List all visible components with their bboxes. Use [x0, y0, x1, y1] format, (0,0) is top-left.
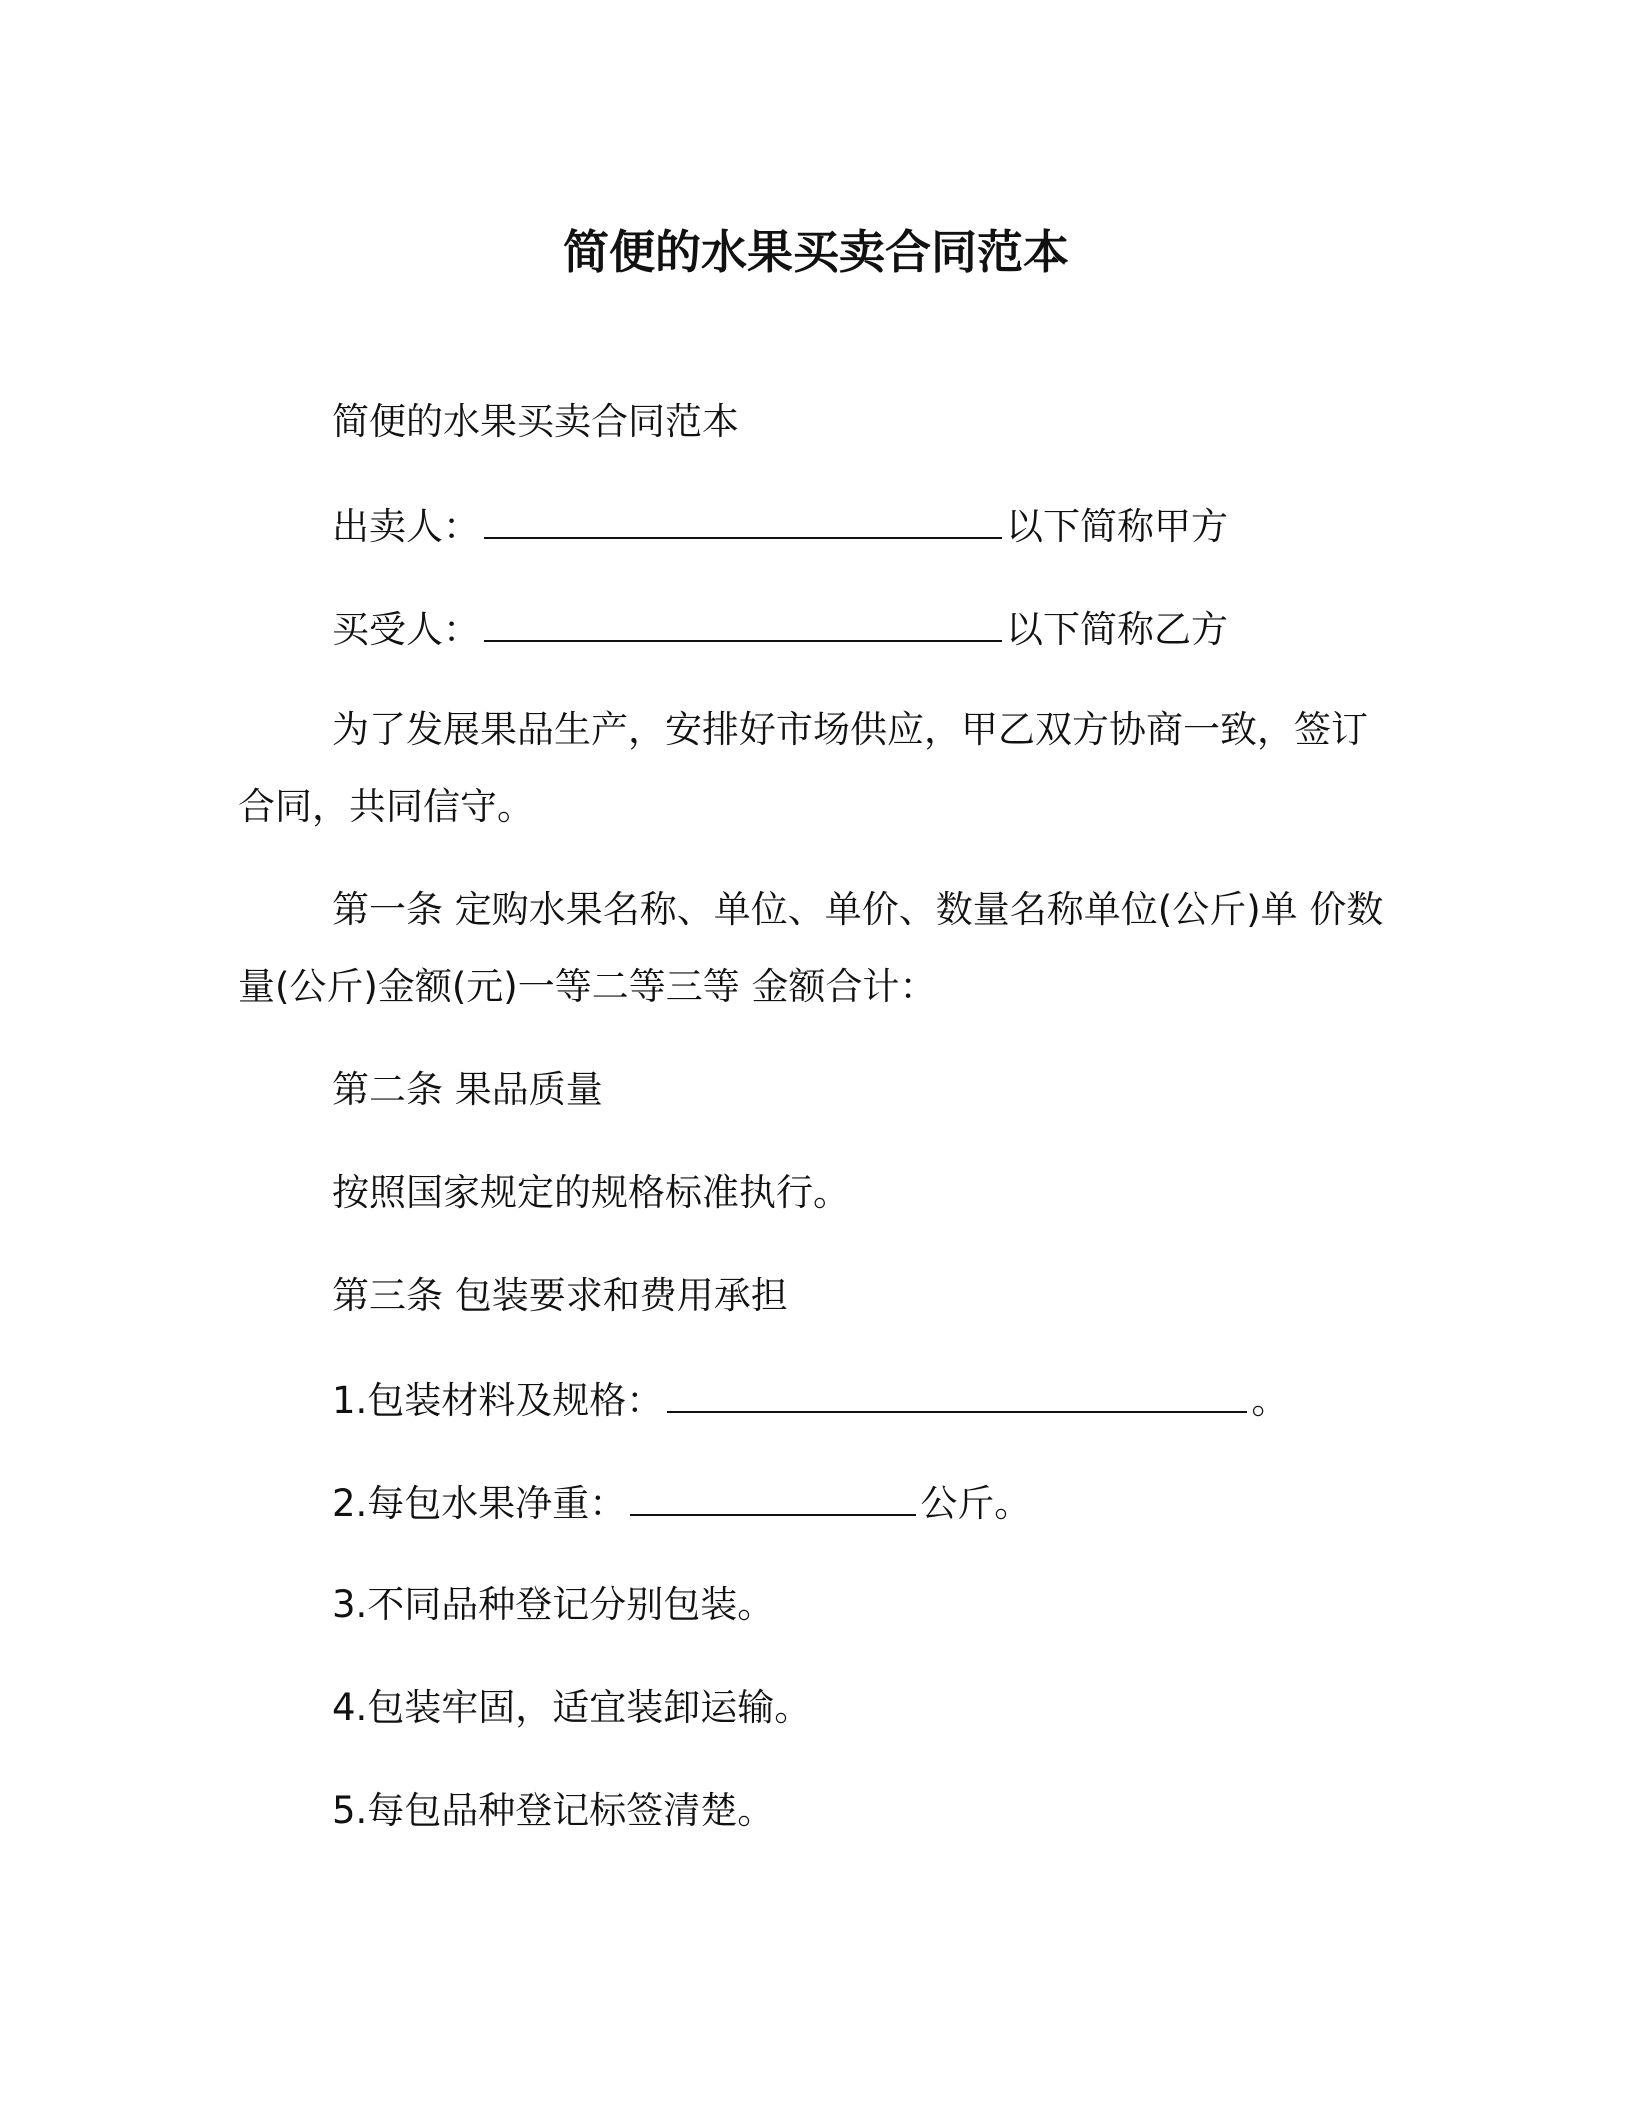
preamble-line-2: 合同，共同信守。: [238, 785, 534, 828]
buyer-line: [332, 602, 1228, 656]
article3-item-1: [332, 1373, 1288, 1427]
article3-item-3: 3.不同品种登记分别包装。: [332, 1583, 775, 1626]
article3-heading: 第三条 包装要求和费用承担: [332, 1274, 788, 1317]
article3-item-2: [332, 1476, 1031, 1530]
buyer-blank: [484, 602, 1002, 642]
item2-suffix: 公斤。: [920, 1482, 1032, 1525]
article2-heading: 第二条 果品质量: [332, 1068, 603, 1111]
seller-suffix: 以下简称甲方: [1006, 505, 1228, 548]
document-subtitle: 简便的水果买卖合同范本: [332, 400, 739, 443]
buyer-suffix: 以下简称乙方: [1006, 608, 1228, 651]
item2-blank: [630, 1476, 916, 1516]
seller-blank: [484, 499, 1002, 539]
seller-label: 出卖人：: [332, 505, 480, 548]
document-title: 简便的水果买卖合同范本: [563, 225, 1069, 279]
item1-label: 1.包装材料及规格：: [332, 1379, 664, 1422]
article2-text: 按照国家规定的规格标准执行。: [332, 1171, 850, 1214]
article1-line-2: 量(公斤)金额(元)一等二等三等 金额合计：: [238, 965, 937, 1008]
preamble-line-1: 为了发展果品生产，安排好市场供应，甲乙双方协商一致，签订: [332, 708, 1368, 751]
buyer-label: 买受人：: [332, 608, 480, 651]
item1-suffix: 。: [1251, 1379, 1289, 1422]
article3-item-4: 4.包装牢固，适宜装卸运输。: [332, 1686, 812, 1729]
seller-line: [332, 499, 1228, 553]
item1-blank: [667, 1373, 1247, 1413]
article1-line-1: 第一条 定购水果名称、单位、单价、数量名称单位(公斤)单 价数: [332, 888, 1384, 931]
article3-item-5: 5.每包品种登记标签清楚。: [332, 1789, 775, 1832]
item2-label: 2.每包水果净重：: [332, 1482, 627, 1525]
